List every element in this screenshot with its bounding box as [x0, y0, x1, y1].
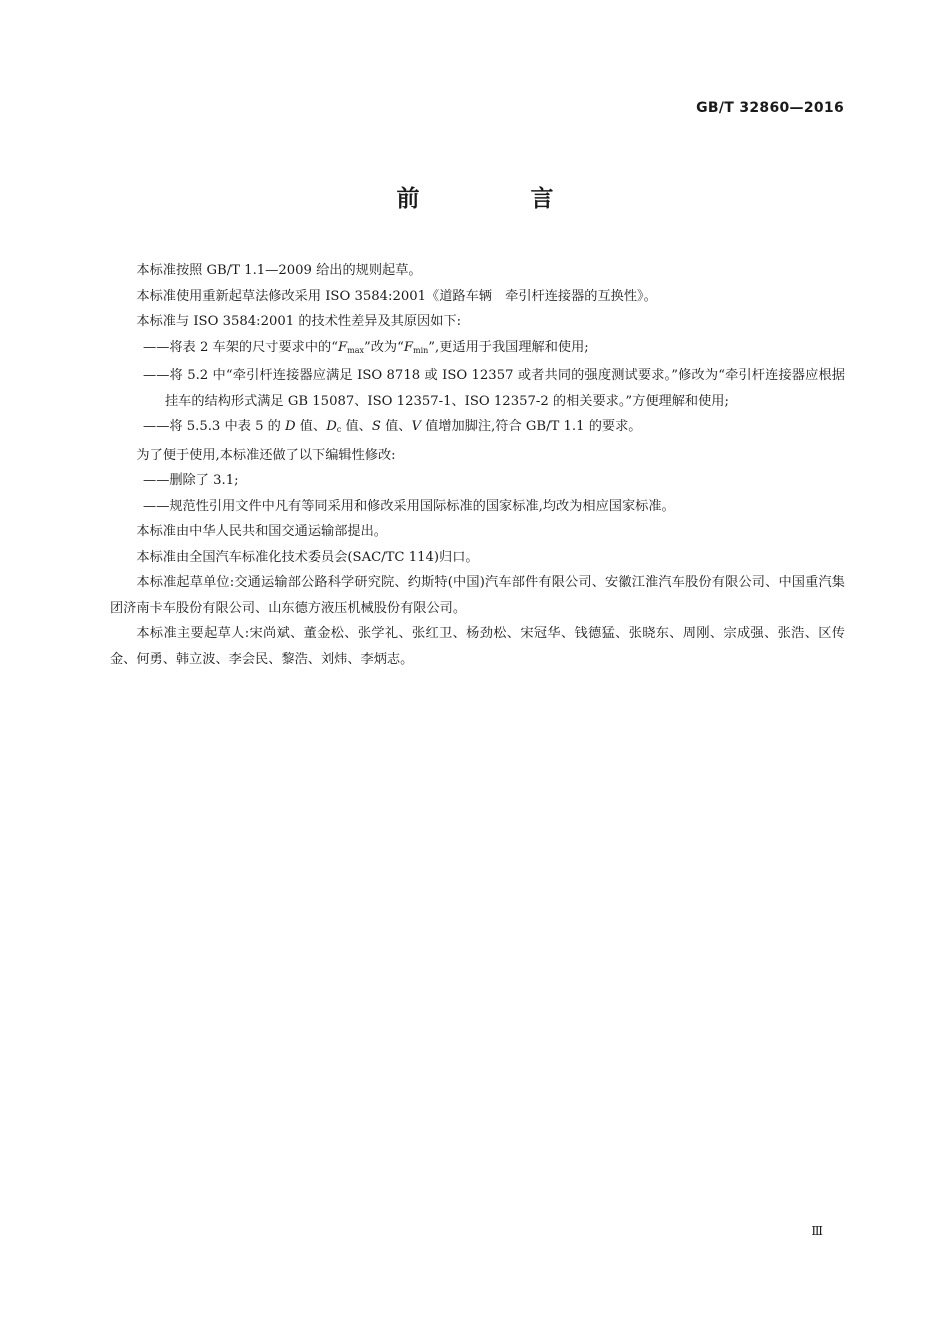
subscript-min: min [413, 345, 429, 355]
subscript-c: c [336, 425, 342, 434]
symbol-s: S [371, 419, 381, 434]
paragraph-committee: 本标准由全国汽车标准化技术委员会(SAC/TC 114)归口。 [136, 549, 479, 565]
symbol-f: F [337, 339, 348, 355]
symbol-d: D [285, 419, 296, 434]
page-title: 前 言 [396, 186, 598, 212]
paragraph-drafting-rules: 本标准按照 GB/T 1.1—2009 给出的规则起草。 [136, 263, 422, 278]
text-fragment: ——将 5.5.3 中表 5 的 [143, 419, 286, 434]
list-item-editorial-2: ——规范性引用文件中凡有等同采用和修改采用国际标准的国家标准,均改为相应国家标准。 [143, 498, 675, 514]
list-item-difference-2: ——将 5.2 中“牵引杆连接器应满足 ISO 8718 或 ISO 12357 或者共同的强度测试要求。”修改为“牵引杆连接器应根据挂车的结构形式满足 GB 15087、ISO 12357-1、ISO 12357-2 的相关要求。”方便理解和使用; [143, 368, 845, 409]
paragraph-drafters: 本标准主要起草人:宋尚斌、董金松、张学礼、张红卫、杨劲松、宋冠华、钱德猛、张晓东、周刚、宗成强、张浩、区传金、何勇、韩立波、李会民、黎浩、刘炜、李炳志。 [110, 626, 845, 667]
symbol-f: F [403, 339, 413, 355]
text-fragment: 值、 [295, 419, 327, 434]
list-item-editorial-1: ——删除了 3.1; [143, 473, 239, 488]
symbol-v: V [411, 419, 421, 434]
text-fragment: 值增加脚注,符合 GB/T 1.1 的要求。 [420, 419, 642, 434]
paragraph-drafting-units: 本标准起草单位:交通运输部公路科学研究院、约斯特(中国)汽车部件有限公司、安徽江淮汽车股份有限公司、中国重汽集团济南卡车股份有限公司、山东德方液压机械股份有限公司。 [110, 575, 845, 616]
text-fragment: ”改为“ [363, 339, 404, 355]
paragraph-adoption: 本标准使用重新起草法修改采用 ISO 3584:2001《道路车辆 牵引杆连接器的互换性》。 [136, 288, 657, 304]
symbol-dc: D [326, 419, 337, 434]
subscript-max: max [347, 345, 364, 355]
list-item-difference-1 [110, 335, 845, 364]
text-fragment: 值、 [380, 419, 412, 434]
text-fragment: ——将表 2 车架的尺寸要求中的“ [143, 339, 338, 355]
text-fragment: ”,更适用于我国理解和使用; [428, 339, 589, 355]
page-number: Ⅲ [811, 1224, 823, 1238]
foreword-body [110, 258, 845, 672]
paragraph-editorial-intro: 为了便于使用,本标准还做了以下编辑性修改: [136, 447, 396, 463]
text-fragment: 值、 [341, 419, 372, 434]
paragraph-proposer: 本标准由中华人民共和国交通运输部提出。 [136, 524, 387, 539]
list-item-difference-3 [110, 414, 845, 443]
paragraph-differences-intro: 本标准与 ISO 3584:2001 的技术性差异及其原因如下: [136, 314, 462, 329]
standard-code: GB/T 32860—2016 [696, 100, 844, 116]
